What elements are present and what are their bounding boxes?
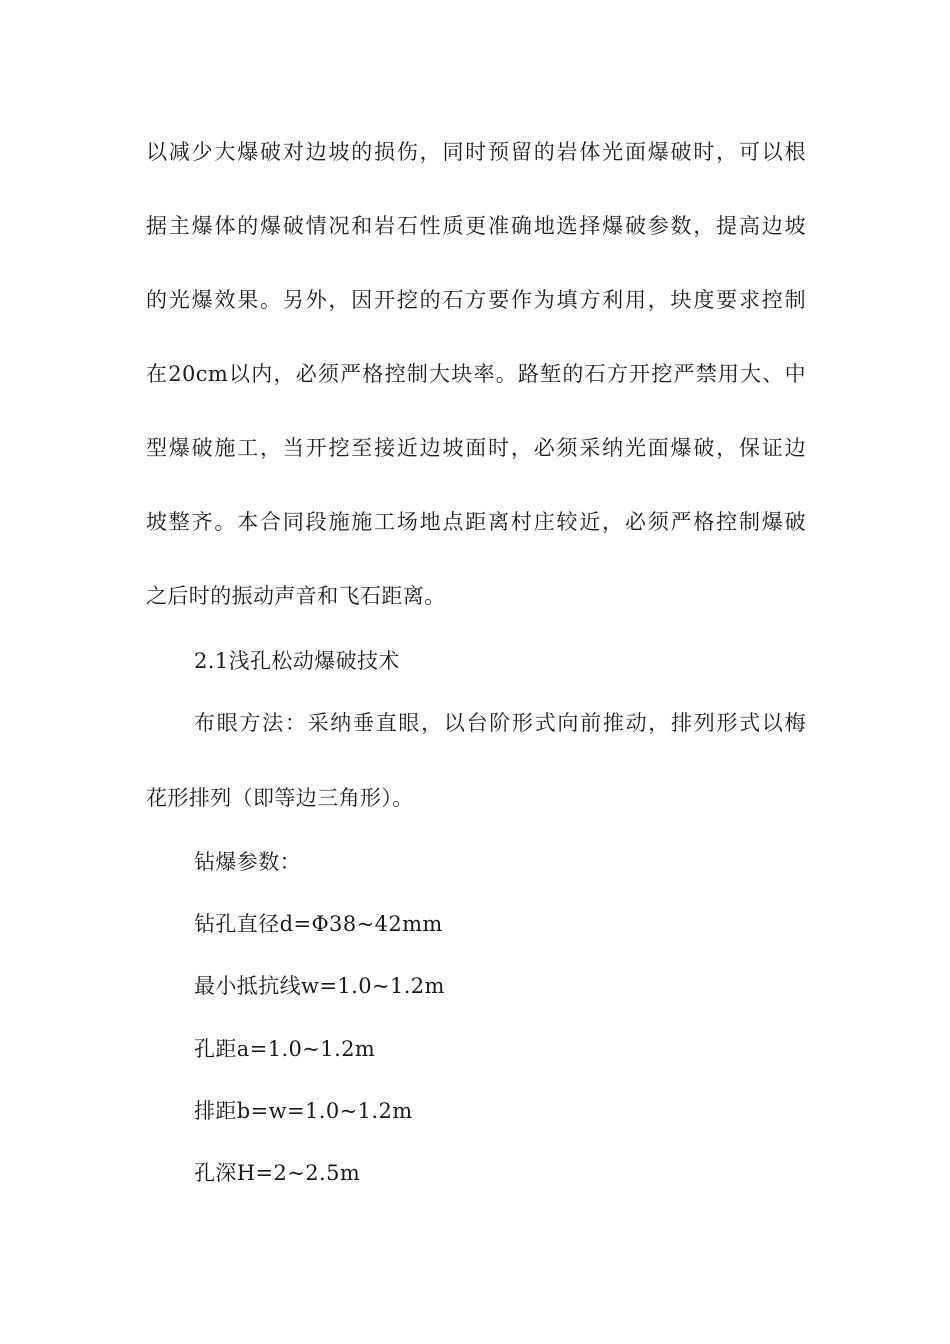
param-item: 排距b=w=1.0~1.2m [194,1099,413,1123]
params-heading: 钻爆参数： [194,850,301,874]
section-heading: 2.1浅孔松动爆破技术 [194,649,400,673]
paragraph-line: 的光爆效果。另外，因开挖的石方要作为填方利用，块度要求控制 [146,288,806,312]
paragraph-line: 据主爆体的爆破情况和岩石性质更准确地选择爆破参数，提高边坡 [146,214,806,238]
paragraph-line: 布眼方法：采纳垂直眼，以台阶形式向前推动，排列形式以梅 [194,711,806,735]
paragraph-line: 型爆破施工，当开挖至接近边坡面时，必须采纳光面爆破，保证边 [146,436,806,460]
param-item: 钻孔直径d=Φ38~42mm [194,912,443,936]
paragraph-line: 花形排列（即等边三角形）。 [146,786,414,810]
param-item: 孔深H=2~2.5m [194,1161,361,1185]
paragraph-line: 在20cm以内，必须严格控制大块率。路堑的石方开挖严禁用大、中 [146,362,806,386]
paragraph-line: 坡整齐。本合同段施施工场地点距离村庄较近，必须严格控制爆破 [146,510,806,534]
paragraph-line: 以减少大爆破对边坡的损伤，同时预留的岩体光面爆破时，可以根 [146,140,806,164]
param-item: 最小抵抗线w=1.0~1.2m [194,974,445,998]
param-item: 孔距a=1.0~1.2m [194,1037,376,1061]
paragraph-line: 之后时的振动声音和飞石距离。 [146,584,446,608]
